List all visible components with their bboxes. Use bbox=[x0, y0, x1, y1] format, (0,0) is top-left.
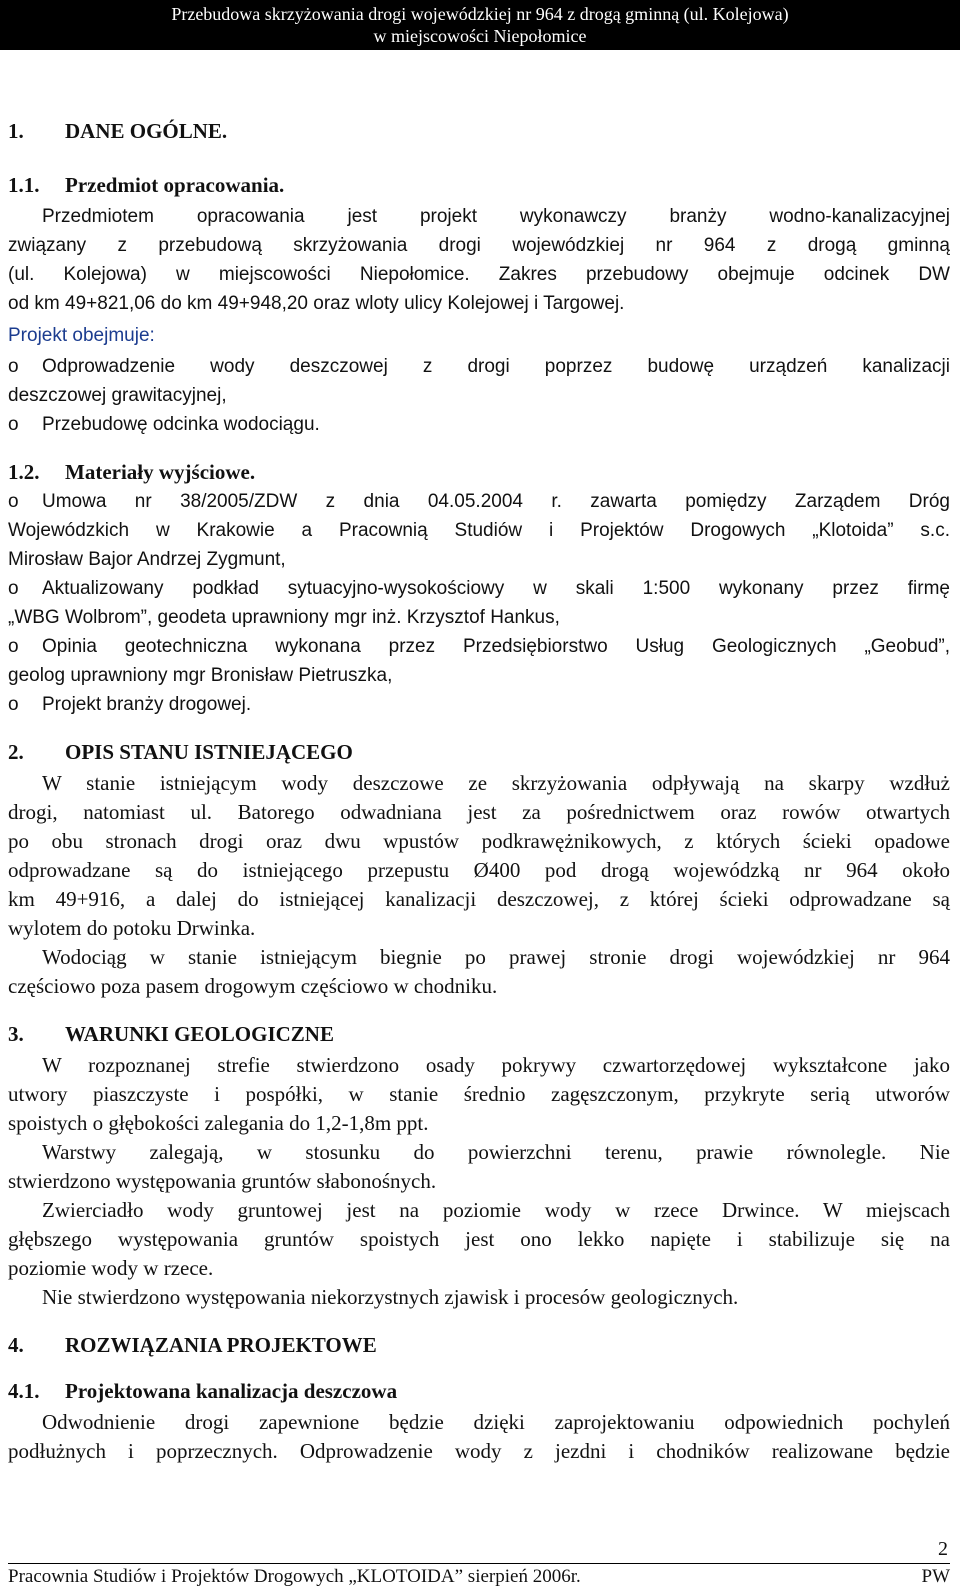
paragraph-line: podłużnych i poprzecznych. Odprowadzenie wody z jezdni i chodników realizowane będzie bbox=[8, 1439, 950, 1463]
scope-label: Projekt obejmuje: bbox=[8, 325, 155, 346]
paragraph-line: (ul. Kolejowa) w miejscowości Niepołomice. Zakres przebudowy obejmuje odcinek DW bbox=[8, 264, 950, 285]
page-header bbox=[0, 0, 960, 50]
paragraph-line: głębszego występowania gruntów spoistych jest ono lekko napięte i stabilizuje się na bbox=[8, 1227, 950, 1251]
section-4-heading: 4. ROZWIĄZANIA PROJEKTOWE bbox=[8, 1333, 377, 1357]
footer-left-text: Pracownia Studiów i Projektów Drogowych „KLOTOIDA” sierpień 2006r. bbox=[8, 1566, 581, 1587]
page-footer bbox=[8, 1566, 950, 1588]
document-body bbox=[8, 118, 950, 1466]
paragraph-line: po obu stronach drogi oraz dwu wpustów podkrawężnikowych, z których ścieki opadowe bbox=[8, 829, 950, 853]
bullet-item: o Przebudowę odcinka wodociągu. bbox=[8, 414, 320, 435]
paragraph-line: stwierdzono występowania gruntów słabonośnych. bbox=[8, 1169, 437, 1193]
paragraph-line: związany z przebudową skrzyżowania drogi wojewódzkiej nr 964 z drogą gminną bbox=[8, 235, 950, 256]
paragraph-line: W stanie istniejącym wody deszczowe ze skrzyżowania odpływają na skarpy wzdłuż bbox=[42, 771, 950, 795]
paragraph-line: Wodociąg w stanie istniejącym biegnie po prawej stronie drogi wojewódzkiej nr 964 bbox=[42, 945, 950, 969]
section-4-1-heading: 4.1. Projektowana kanalizacja deszczowa bbox=[8, 1379, 398, 1403]
footer-divider bbox=[8, 1563, 950, 1564]
paragraph-line: km 49+916, a dalej do istniejącej kanalizacji deszczowej, z której ścieki odprowadzane są bbox=[8, 887, 950, 911]
bullet-item-continuation: Mirosław Bajor Andrzej Zygmunt, bbox=[8, 549, 286, 570]
page-number: 2 bbox=[938, 1538, 948, 1560]
bullet-item-continuation: geolog uprawniony mgr Bronisław Pietruszka, bbox=[8, 665, 393, 686]
paragraph-line: utwory piaszczyste i pospółki, w stanie średnio zagęszczonym, przykryte serią utworów bbox=[8, 1082, 950, 1106]
section-1-2-heading: 1.2. Materiały wyjściowe. bbox=[8, 460, 256, 484]
section-3-heading: 3. WARUNKI GEOLOGICZNE bbox=[8, 1022, 334, 1046]
section-2-heading: 2. OPIS STANU ISTNIEJĄCEGO bbox=[8, 740, 353, 764]
paragraph-line: częściowo poza pasem drogowym częściowo w chodniku. bbox=[8, 974, 498, 998]
bullet-item-continuation: „WBG Wolbrom”, geodeta uprawniony mgr inż. Krzysztof Hankus, bbox=[8, 607, 560, 628]
paragraph-line: W rozpoznanej strefie stwierdzono osady pokrywy czwartorzędowej wykształcone jako bbox=[42, 1053, 950, 1077]
bullet-item: o Odprowadzenie wody deszczowej z drogi poprzez budowę urządzeń kanalizacji bbox=[8, 356, 950, 377]
paragraph-line: od km 49+821,06 do km 49+948,20 oraz wloty ulicy Kolejowej i Targowej. bbox=[8, 293, 625, 314]
bullet-item: o Opinia geotechniczna wykonana przez Przedsiębiorstwo Usług Geologicznych „Geobud”, bbox=[8, 636, 950, 657]
section-4-1-body bbox=[8, 1408, 950, 1466]
bullet-item: o Projekt branży drogowej. bbox=[8, 694, 252, 715]
paragraph-line: Warstwy zalegają, w stosunku do powierzchni terenu, prawie równolegle. Nie bbox=[42, 1140, 950, 1164]
section-1-2-body bbox=[8, 487, 950, 719]
bullet-item-continuation: deszczowej grawitacyjnej, bbox=[8, 385, 227, 406]
bullet-item-continuation: Wojewódzkich w Krakowie a Pracownią Studiów i Projektów Drogowych „Klotoida” s.c. bbox=[8, 520, 950, 541]
section-1-1-heading: 1.1. Przedmiot opracowania. bbox=[8, 173, 285, 197]
bullet-item: o Aktualizowany podkład sytuacyjno-wysokościowy w skali 1:500 wykonany przez firmę bbox=[8, 578, 950, 599]
section-2-body bbox=[8, 769, 950, 1001]
bullet-item: o Umowa nr 38/2005/ZDW z dnia 04.05.2004 r. zawarta pomiędzy Zarządem Dróg bbox=[8, 491, 950, 512]
section-1-heading: 1. DANE OGÓLNE. bbox=[8, 119, 228, 143]
paragraph-line: Nie stwierdzono występowania niekorzystnych zjawisk i procesów geologicznych. bbox=[42, 1285, 739, 1309]
paragraph-line: wylotem do potoku Drwinka. bbox=[8, 916, 256, 940]
paragraph-line: Odwodnienie drogi zapewnione będzie dzięki zaprojektowaniu odpowiednich pochyleń bbox=[42, 1410, 950, 1434]
paragraph-line: spoistych o głębokości zalegania do 1,2-1,8m ppt. bbox=[8, 1111, 429, 1135]
paragraph-line: odprowadzane są do istniejącego przepustu Ø400 pod drogą wojewódzką nr 964 około bbox=[8, 858, 950, 882]
paragraph-line: Zwierciadło wody gruntowej jest na poziomie wody w rzece Drwince. W miejscach bbox=[42, 1198, 950, 1222]
paragraph-line: poziomie wody w rzece. bbox=[8, 1256, 214, 1280]
paragraph-line: drogi, natomiast ul. Batorego odwadniana jest za pośrednictwem oraz rowów otwartych bbox=[8, 800, 950, 824]
section-1-1-body bbox=[8, 202, 950, 439]
header-line-1: Przebudowa skrzyżowania drogi wojewódzkiej nr 964 z drogą gminną (ul. Kolejowa) bbox=[171, 4, 789, 24]
paragraph-line: Przedmiotem opracowania jest projekt wykonawczy branży wodno-kanalizacyjnej bbox=[42, 206, 950, 227]
section-3-body bbox=[8, 1051, 950, 1312]
footer-right-text: PW bbox=[921, 1566, 950, 1587]
header-line-2: w miejscowości Niepołomice bbox=[373, 26, 587, 46]
